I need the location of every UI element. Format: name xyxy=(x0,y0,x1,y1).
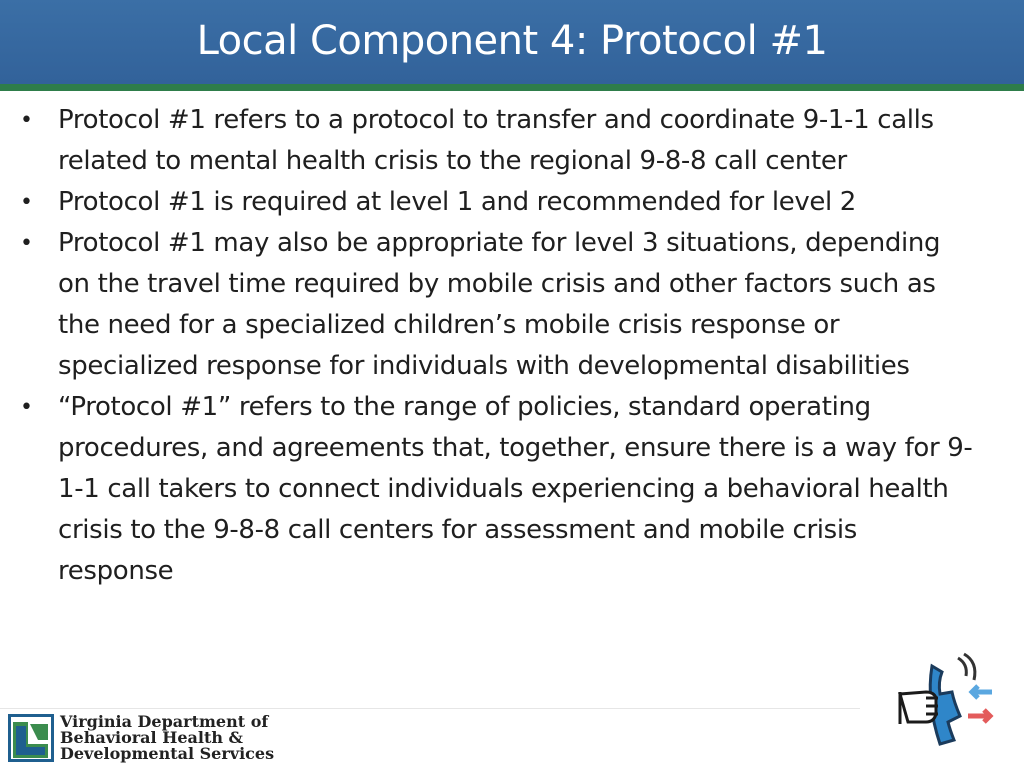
logo-line: Developmental Services xyxy=(60,744,275,763)
slide-title: Local Component 4: Protocol #1 xyxy=(196,18,828,64)
logo-line: Virginia Department of xyxy=(60,712,269,731)
bullet-item xyxy=(14,387,974,592)
virginia-state-map-icon xyxy=(8,714,54,762)
bullet-icon: • xyxy=(20,108,33,133)
bullet-text: Protocol #1 may also be appropriate for level 3 situations, depending on the travel time required by mobile crisis and other factors such as the need for a specialized children’s mobile crisis response or specialized response for individuals with developmental disabilities xyxy=(58,228,941,381)
bullet-text: Protocol #1 refers to a protocol to transfer and coordinate 9-1-1 calls related to mental health crisis to the regional 9-8-8 call center xyxy=(58,105,934,176)
bullet-item xyxy=(14,182,974,223)
bullet-text: “Protocol #1” refers to the range of policies, standard operating procedures, and agreements that, together, ensure there is a way for 9-1-1 call takers to connect individuals experiencing a behavioral health crisis to the 9-8-8 call centers for assessment and mobile crisis response xyxy=(58,392,973,586)
logo-text xyxy=(60,714,274,762)
title-underline xyxy=(0,84,1024,91)
dbhds-logo xyxy=(8,712,274,764)
bullet-icon: • xyxy=(20,231,33,256)
bullet-icon: • xyxy=(20,190,33,215)
bullet-item xyxy=(14,100,974,182)
bullet-text: Protocol #1 is required at level 1 and recommended for level 2 xyxy=(58,187,856,217)
bullet-list xyxy=(14,100,974,592)
footer-divider xyxy=(0,708,860,709)
bullet-item xyxy=(14,223,974,387)
logo-line: Behavioral Health & xyxy=(60,728,243,747)
title-bar xyxy=(0,0,1024,84)
bullet-icon: • xyxy=(20,395,33,420)
phone-transfer-icon xyxy=(888,652,1000,756)
